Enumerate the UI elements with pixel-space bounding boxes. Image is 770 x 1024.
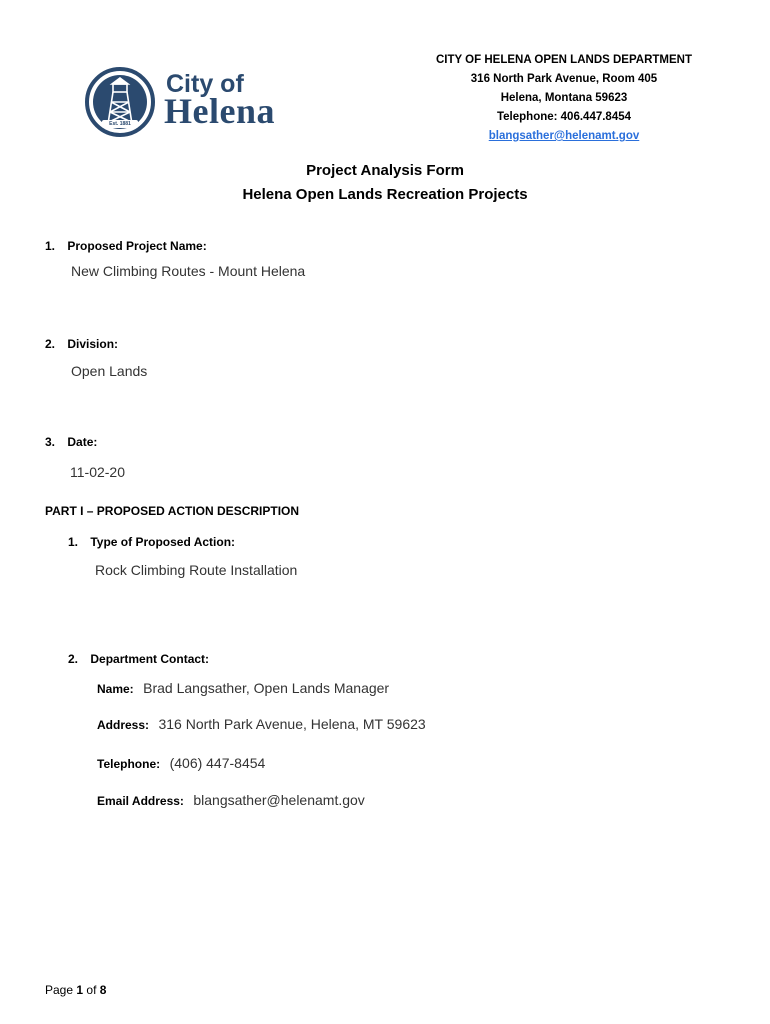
contact-phone-field[interactable]: (406) 447-8454	[169, 755, 266, 771]
page-of: of	[86, 983, 97, 997]
question-label: Proposed Project Name:	[67, 239, 207, 253]
part-1-heading: PART I – PROPOSED ACTION DESCRIPTION	[45, 504, 300, 518]
contact-address-label: Address:	[97, 718, 150, 732]
logo-line-1: City of	[166, 70, 244, 98]
question-number: 2.	[68, 652, 79, 666]
contact-name-row	[97, 680, 389, 698]
page-prefix: Page	[45, 983, 74, 997]
contact-name-field[interactable]: Brad Langsather, Open Lands Manager	[143, 680, 390, 696]
question-number: 1.	[45, 239, 56, 253]
form-subtitle: Helena Open Lands Recreation Projects	[242, 186, 528, 203]
logo-badge-text: Est. 1881	[109, 121, 131, 127]
contact-email-row	[97, 792, 365, 810]
project-name-field[interactable]: New Climbing Routes - Mount Helena	[71, 263, 306, 279]
city-logo	[84, 66, 324, 138]
contact-name-label: Name:	[97, 682, 134, 696]
form-title: Project Analysis Form	[306, 162, 464, 179]
department-email-link[interactable]: blangsather@helenamt.gov	[488, 130, 640, 142]
contact-phone-label: Telephone:	[97, 757, 161, 771]
contact-address-field[interactable]: 316 North Park Avenue, Helena, MT 59623	[158, 716, 426, 732]
department-street: 316 North Park Avenue, Room 405	[470, 73, 658, 85]
department-address-block	[414, 51, 714, 146]
logo-line-2: Helena	[164, 91, 275, 131]
division-field[interactable]: Open Lands	[71, 363, 148, 379]
page-total: 8	[99, 983, 107, 997]
contact-address-row	[97, 716, 426, 734]
action-type-field[interactable]: Rock Climbing Route Installation	[95, 562, 298, 578]
question-3	[45, 435, 97, 449]
contact-email-label: Email Address:	[97, 794, 184, 808]
page-number	[45, 983, 106, 997]
question-number: 3.	[45, 435, 56, 449]
fire-tower-seal-icon	[84, 66, 156, 138]
question-number: 2.	[45, 337, 56, 351]
part-1-question-1	[68, 535, 235, 549]
question-label: Department Contact:	[90, 652, 210, 666]
question-2	[45, 337, 118, 351]
question-number: 1.	[68, 535, 79, 549]
department-name: CITY OF HELENA OPEN LANDS DEPARTMENT	[436, 54, 692, 66]
question-label: Division:	[67, 337, 119, 351]
question-1	[45, 239, 207, 253]
department-city: Helena, Montana 59623	[500, 92, 628, 104]
page-current: 1	[76, 983, 84, 997]
question-label: Date:	[67, 435, 98, 449]
contact-phone-row	[97, 755, 265, 773]
department-phone: Telephone: 406.447.8454	[496, 111, 632, 123]
contact-email-field[interactable]: blangsather@helenamt.gov	[193, 792, 365, 808]
question-label: Type of Proposed Action:	[90, 535, 236, 549]
part-1-question-2	[68, 652, 209, 666]
date-field[interactable]: 11-02-20	[70, 464, 126, 480]
